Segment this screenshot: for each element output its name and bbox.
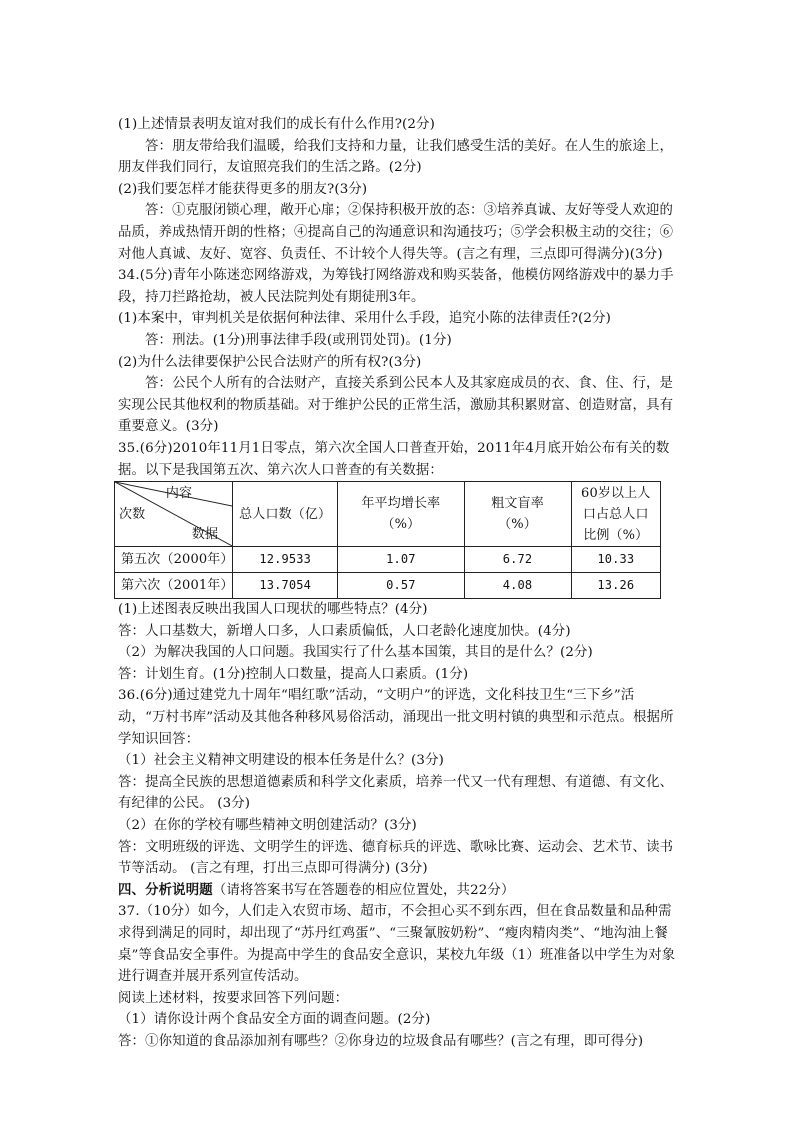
answer-line: 答：人口基数大，新增人口多，人口素质偏低，人口老龄化速度加快。(4分) <box>118 623 571 639</box>
question-line: （2）在你的学校有哪些精神文明创建活动？(3分) <box>118 818 417 834</box>
document-page <box>118 114 678 1053</box>
header-cell: 粗文盲率（%） <box>464 482 571 547</box>
section-title: 四、分析说明题 <box>118 881 213 898</box>
table-cell: 0.57 <box>338 573 464 599</box>
row-label: 第六次（2001年） <box>115 573 233 599</box>
header-cell: 年平均增长率（%） <box>338 482 464 547</box>
question-stem: 35.(6分)2010年11月1日零点，第六次全国人口普查开始，2011年4月底开始公布有关的数据。以下是我国第五次、第六次人口普查的有关数据： <box>118 440 670 478</box>
question-line: (2)为什么法律要保护公民合法财产的所有权?(3分) <box>118 354 422 370</box>
table-cell: 10.33 <box>571 547 660 573</box>
table-cell: 6.72 <box>464 547 571 573</box>
answer-line: 答：计划生育。(1分)控制人口数量，提高人口素质。(1分) <box>118 666 469 682</box>
question-line: （1）请你设计两个食品安全方面的调查问题。(2分) <box>118 1012 431 1028</box>
table-header-row <box>115 482 661 547</box>
answer-paragraph: 答：①克服闭锁心理，敞开心扉；②保持积极开放的态：③培养真诚、友好等受人欢迎的品质，养成热情开朗的性格；④提高自己的沟通意识和沟通技巧；⑤学会积极主动的交往；⑥对他人真诚、友好、宽容、负责任、不计较个人得失等。(言之有理，三点即可得满分)(3分) <box>118 203 674 262</box>
answer-paragraph: 答：朋友带给我们温暖，给我们支持和力量，让我们感受生活的美好。在人生的旅途上，朋友伴我们同行，友谊照亮我们的生活之路。(2分) <box>118 138 674 176</box>
table-cell: 13.26 <box>571 573 660 599</box>
question-stem: 36.(6分)通过建党九十周年“唱红歌”活动，“文明户”的评选，文化科技卫生“三下乡”活动，“万村书库”活动及其他各种移风易俗活动，涌现出一批文明村镇的典型和示范点。根据所学知识回答： <box>118 688 674 747</box>
answer-paragraph: 答：公民个人所有的合法财产，直接关系到公民本人及其家庭成员的衣、食、住、行，是实现公民其他权利的物质基础。对于维护公民的正常生活，激励其积累财富、创造财富，具有重要意义。(3分) <box>118 376 674 435</box>
answer-paragraph: 答：刑法。(1分)刑事法律手段(或刑罚处罚)。(1分) <box>145 332 452 348</box>
table-cell: 13.7054 <box>233 573 338 599</box>
table-row <box>115 573 661 599</box>
table-row <box>115 547 661 573</box>
corner-label-content: 内容 <box>165 486 193 502</box>
question-line: （1）社会主义精神文明建设的根本任务是什么？(3分) <box>118 753 444 769</box>
question-stem: 34.(5分)青年小陈迷恋网络游戏，为筹钱打网络游戏和购买装备，他模仿网络游戏中的暴力手段，持刀拦路抢劫，被人民法院判处有期徒刑3年。 <box>118 268 674 305</box>
answer-line: 答：①你知道的食品添加剂有哪些？②你身边的垃圾食品有哪些？(言之有理，即可得分) <box>118 1033 644 1049</box>
question-line: (1)上述情景表明友谊对我们的成长有什么作用?(2分) <box>118 117 435 132</box>
question-line: （2）为解决我国的人口问题。我国实行了什么基本国策，其目的是什么？(2分) <box>118 645 593 661</box>
question-line: (2)我们要怎样才能获得更多的朋友?(3分) <box>118 181 368 197</box>
corner-label-count: 次数 <box>119 507 146 523</box>
section-heading <box>118 880 678 902</box>
table-cell: 12.9533 <box>233 547 338 573</box>
section-note: （请将答案书写在答题卷的相应位置处，共22分） <box>212 882 515 898</box>
question-line: (1)本案中，审判机关是依据何种法律、采用什么手段，追究小陈的法律责任?(2分) <box>118 311 612 327</box>
row-label: 第五次（2000年） <box>115 547 233 573</box>
instruction-line: 阅读上述材料，按要求回答下列问题： <box>118 990 349 1006</box>
question-line: (1)上述图表反映出我国人口现状的哪些特点？(4分) <box>118 602 428 618</box>
header-cell: 60岁以上人口占总人口比例（%） <box>571 482 660 547</box>
question-stem: 37.（10分）如今，人们走入农贸市场、超市，不会担心买不到东西，但在食品数量和品种需求得到满足的同时，却出现了“苏丹红鸡蛋”、“三聚氰胺奶粉”、“瘦肉精肉类”、“地沟油上餐桌”等食品安全事件。为提高中学生的食品安全意识，某校九年级（1）班准备以中学生为对象进行调查并展开系列宣传活动。 <box>118 904 676 985</box>
answer-line: 答：提高全民族的思想道德素质和科学文化素质，培养一代又一代有理想、有道德、有文化、有纪律的公民。 (3分) <box>118 774 674 812</box>
table-cell: 1.07 <box>338 547 464 573</box>
corner-label-data: 数据 <box>191 527 219 543</box>
census-table <box>114 481 661 599</box>
header-cell: 总人口数（亿） <box>233 482 338 547</box>
table-corner-cell <box>115 482 233 547</box>
answer-line: 答：文明班级的评选、文明学生的评选、德育标兵的评选、歌咏比赛、运动会、艺术节、读书节等活动。 (言之有理，打出三点即可得满分) (3分) <box>118 839 674 877</box>
table-cell: 4.08 <box>464 573 571 599</box>
